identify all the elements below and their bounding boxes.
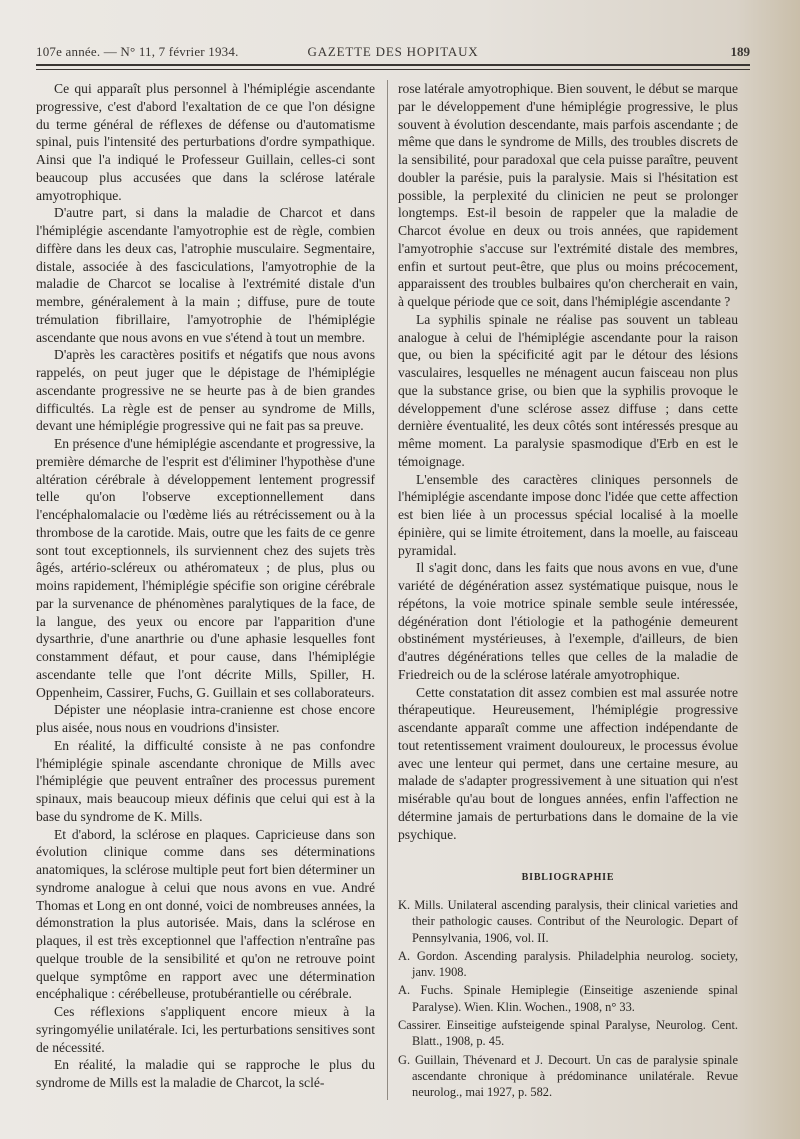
header-rule-thin: [36, 69, 750, 70]
paragraph: En présence d'une hémiplégie ascendante et progressive, la première démarche de l'esprit est d'éliminer l'hypothèse d'une altération cérébrale à développement lentement progressif telle qu'on l'observe exceptionnellement dans l'encéphalomalacie ou l'œdème liés au rétrécissement ou à la thrombose de la carotide. Mais, outre que les faits de ce genre sont tout exceptionnels, ils surviennent chez des sujets très âgés, artério-scléreux ou athéromateux ; de plus, plus ou moins rapidement, l'hémiplégie spécifie son origine cérébrale par la survenance de phénomènes paralytiques de la face, de la langue, des yeux ou encore par l'apparition d'une dysarthrie, d'une anarthrie ou d'une aphasie lesquelles font constamment défaut, et pour cause, dans l'hémiplégie ascendante telle que l'ont décrite Mills, Spiller, H. Oppenheim, Cassirer, Fuchs, G. Guillain et ses collaborateurs.: [36, 436, 376, 700]
paragraph: rose latérale amyotrophique. Bien souvent, le début se marque par le développement d'une hémiplégie progressive, le plus souvent à évolution descendante, mais parfois ascendante ; de même que dans le syndrome de Mills, des troubles discrets de la sensibilité, pour paradoxal que cela puisse paraître, peuvent doubler la parésie, puis la paralysie. Mais si l'hésitation est possible, la perplexité du clinicien ne peut se prolonger longtemps. Est-il besoin de rappeler que la maladie de Charcot évolue en deux ou trois années, que rapidement l'amyotrophie s'accuse sur l'extrémité distale des membres, enfin et surtout peut-être, que plus ou moins précocement, apparaissent des troubles bulbaires qu'on chercherait en vain, à quelque période que ce soit, dans l'hémiplégie ascendante ?: [398, 81, 738, 309]
journal-title: GAZETTE DES HOPITAUX: [307, 44, 479, 59]
page-number: 189: [730, 44, 750, 59]
paragraph: Ces réflexions s'appliquent encore mieux à la syringomyélie unilatérale. Ici, les perturbations sensitives sont de nécessité.: [36, 1004, 376, 1055]
paragraph: Dépister une néoplasie intra-cranienne est chose encore plus aisée, nous nous en voudrions d'insister.: [36, 702, 375, 735]
paragraph: D'autre part, si dans la maladie de Charcot et dans l'hémiplégie ascendante l'amyotrophie est de règle, combien diffère dans les deux cas, l'atrophie musculaire. Segmentaire, distale, associée à des fasciculations, l'amyotrophie de la maladie de Charcot se localise à l'extrémité distale d'un membre, généralement à la main ; diffuse, pure de toute trémulation fibrillaire, l'amyotrophie de l'hémiplégie ascendante que nous avons en vue s'étend à tout un membre.: [36, 205, 375, 345]
paragraph: L'ensemble des caractères cliniques personnels de l'hémiplégie ascendante impose donc l'idée que cette affection est bien liée à un processus spécial localisé à la moelle épinière, qui se limite étroitement, dans la moelle, au faisceau pyramidal.: [398, 471, 738, 558]
paragraph: D'après les caractères positifs et négatifs que nous avons rappelés, on peut juger que le dépistage de l'hémiplégie ascendante progressive ne se heurte pas à de bien grandes difficultés. La règle est de penser au syndrome de Mills, devant une hémiplégie progressive qui ne fait pas sa preuve.: [36, 347, 375, 434]
issue-info: 107e année. — N° 11, 7 février 1934.: [36, 44, 239, 59]
bibliography-item: A. Gordon. Ascending paralysis. Philadelphia neurolog. society, janv. 1908.: [398, 948, 738, 980]
paragraph: La syphilis spinale ne réalise pas souvent un tableau analogue à celui de l'hémiplégie ascendante pour la raison que, ou bien la spécificité agit par le détour des lésions vasculaires, lesquelles ne ménagent aucun faisceau non plus que la substance grise, ou bien que la syphilis provoque le développement d'une sclérose assez diffuse ; dans cette dernière éventualité, les deux côtés sont intéressés presque au même moment. La paralysie spasmodique d'Erb en est le témoignage.: [398, 311, 738, 469]
paragraph: En réalité, la maladie qui se rapproche le plus du syndrome de Mills est la maladie de Charcot, la sclé-: [36, 1057, 375, 1090]
bibliography-list: [398, 897, 738, 1101]
paragraph: Et d'abord, la sclérose en plaques. Capricieuse dans son évolution clinique comme dans ses déterminations anatomiques, la sclérose multiple peut fort bien déterminer un syndrome analogue à celui que nous avons en vue. André Thomas et Long en ont donné, voici de nombreuses années, la démonstration la plus autorisée. Mais, dans la sclérose en plaques, il est très exceptionnel que l'affection n'entraîne pas quelque trouble de la sensibilité et qu'on ne retrouve point quelque symptôme en rapport avec une détermination encéphalique : cérébelleuse, protubérantielle ou cérébrale.: [36, 826, 375, 1002]
bibliography-title: BIBLIOGRAPHIE: [521, 872, 615, 884]
paragraph: Il s'agit donc, dans les faits que nous avons en vue, d'une variété de dégénération assez systématique puisque, nous le répétons, la voie motrice spinale semble seule intéressée, dégénération dont l'étiologie et la pathogénie demeurent obstinément mystérieuses, à l'exemple, d'ailleurs, de bien d'autres dégénérations telles que celles de la maladie de Friedreich ou de la sclérose latérale amyotrophique.: [398, 560, 738, 682]
page-header: [36, 44, 750, 64]
paragraph: En réalité, la difficulté consiste à ne pas confondre l'hémiplégie spinale ascendante chronique de Mills avec l'hémiplégie que peuvent entraîner des processus purement spinaux, mais beaucoup mieux définis que celui qui est à la base du syndrome de K. Mills.: [36, 737, 375, 824]
column-separator: [387, 80, 388, 1100]
bibliography-item: Cassirer. Einseitige aufsteigende spinal Paralyse, Neurolog. Cent. Blatt., 1908, p. 45.: [398, 1018, 738, 1049]
paragraph: Cette constatation dit assez combien est mal assurée notre thérapeutique. Heureusement, l'hémiplégie progressive ascendante apparaît comme une affection indépendante de tout retentissement vraiment douloureux, le processus évolue avec une lenteur qui permet, dans une certaine mesure, au malade de s'adapter progressivement à une situation qui n'est misérable qu'au bout de longues années, enfin l'affection ne détermine jamais de perturbations dans le domaine de la vie psychique.: [398, 684, 738, 842]
paragraph: Ce qui apparaît plus personnel à l'hémiplégie ascendante progressive, c'est d'abord l'exaltation de ce que l'on désigne du terme général de réflexes de défense ou d'automatisme spinal, puis l'intensité des perturbations d'ordre sympathique. Ainsi que l'a indiqué le Professeur Guillain, celles-ci sont beaucoup plus accusées que dans la sclérose latérale amyotrophique.: [36, 81, 375, 203]
bibliography-item: G. Guillain, Thévenard et J. Decourt. Un cas de paralysie spinale ascendante chronique à prédominance unilatérale. Revue neurolog., mai 1927, p. 582.: [398, 1052, 738, 1100]
left-column: [36, 80, 375, 1092]
bibliography-item: K. Mills. Unilateral ascending paralysis, their clinical varieties and their pathologic causes. Contribut of the Neurologic. Depart of Pennsylvania, 1906, vol. II.: [398, 898, 738, 945]
header-rule: [36, 64, 750, 66]
right-column: [398, 80, 738, 1103]
bibliography-item: A. Fuchs. Spinale Hemiplegie (Einseitige aszeniende spinal Paralyse). Wien. Klin. Wochen., 1908, n° 33.: [398, 983, 738, 1014]
